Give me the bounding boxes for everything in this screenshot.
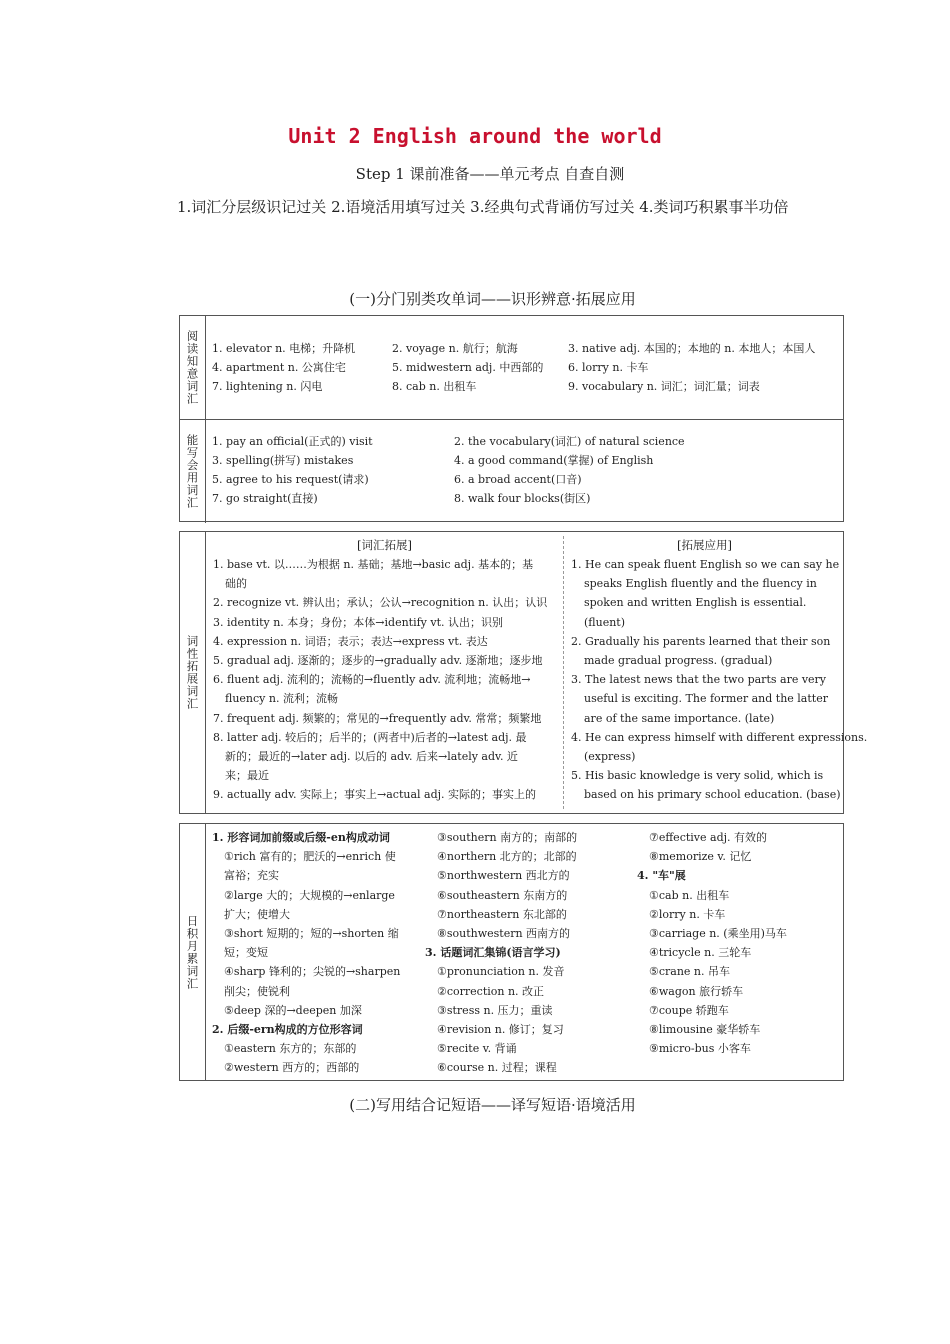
step-heading: Step 1 课前准备——单元考点 自查自测: [355, 165, 625, 183]
side-label-extension: 词性拓展词汇: [180, 532, 206, 813]
extension-line: 1. base vt. 以……为根据 n. 基础；基地→basic adj. 基本的；基: [213, 558, 534, 571]
side-label-reading: 阅读知意词汇: [180, 316, 206, 419]
vocab-item: 6. lorry n. 卡车: [568, 361, 649, 374]
application-line: made gradual progress. (gradual): [584, 654, 773, 667]
row-divider: [180, 419, 843, 420]
page-title: Unit 2 English around the world: [288, 124, 662, 148]
vocab-item: 9. vocabulary n. 词汇；词汇量；词表: [568, 380, 760, 393]
extension-line: 6. fluent adj. 流利的；流畅的→fluently adv. 流利地；流畅地→: [213, 673, 531, 687]
vocab-item: 5. midwestern adj. 中西部的: [392, 361, 544, 374]
accumulation-line: ④tricycle n. 三轮车: [649, 946, 752, 960]
accumulation-line: ⑤deep 深的→deepen 加深: [224, 1003, 362, 1017]
accumulation-line: ①rich 富有的；肥沃的→enrich 使: [224, 850, 396, 864]
accumulation-line: 扩大；使增大: [224, 907, 290, 921]
application-line: speaks English fluently and the fluency in: [584, 577, 817, 591]
application-line: (fluent): [584, 615, 626, 629]
vocab-box-extension: [179, 531, 868, 814]
section-2-title: (二)写用结合记短语——译写短语·语境活用: [349, 1096, 636, 1114]
accumulation-line: ⑦effective adj. 有效的: [649, 831, 768, 844]
application-line: 2. Gradually his parents learned that their son: [571, 634, 831, 648]
intro-paragraph: 1.词汇分层级识记过关 2.语境活用填写过关 3.经典句式背诵仿写过关 4.类词巧积累事半功倍: [177, 198, 789, 216]
accumulation-line: ②correction n. 改正: [437, 984, 545, 998]
accumulation-line: ⑥wagon 旅行轿车: [649, 984, 744, 998]
accumulation-line: ①eastern 东方的；东部的: [224, 1042, 357, 1056]
header-application: [拓展应用]: [677, 538, 732, 552]
accumulation-line: ③stress n. 压力；重读: [437, 1003, 553, 1017]
accumulation-line: ⑨micro-bus 小客车: [649, 1042, 751, 1056]
accumulation-line: 1. 形容词加前缀或后缀-en构成动词: [212, 831, 390, 844]
accumulation-line: ①pronunciation n. 发音: [437, 965, 565, 979]
vocab-item: 1. elevator n. 电梯；升降机: [212, 342, 356, 355]
accumulation-line: 4. "车"展: [637, 869, 686, 883]
extension-line: 3. identity n. 本身；身份；本体→identify vt. 认出；识别: [213, 615, 504, 629]
accumulation-line: ⑧memorize v. 记忆: [649, 850, 752, 864]
accumulation-line: ②lorry n. 卡车: [649, 907, 726, 921]
application-line: 1. He can speak fluent English so we can say he: [571, 558, 840, 571]
vocab-item: 8. cab n. 出租车: [392, 380, 477, 393]
accumulation-line: 2. 后缀-ern构成的方位形容词: [212, 1023, 363, 1036]
accumulation-line: ⑥southeastern 东南方的: [437, 888, 568, 902]
side-label-writing: 能写会用词汇: [180, 419, 206, 523]
accumulation-line: 3. 话题词汇集锦(语言学习): [425, 946, 561, 960]
vocab-item: 2. voyage n. 航行；航海: [392, 342, 518, 355]
application-line: 3. The latest news that the two parts are very: [571, 673, 827, 687]
header-extension: [词汇拓展]: [357, 538, 412, 552]
extension-line: 2. recognize vt. 辨认出；承认；公认→recognition n. 认出；认识: [213, 596, 548, 610]
application-line: 4. He can express himself with different expressions.: [571, 730, 868, 744]
vocab-box-accumulation: [179, 823, 844, 1081]
extension-line: 新的；最近的→later adj. 以后的 adv. 后来→lately adv. 近: [225, 750, 518, 763]
application-line: are of the same importance. (late): [584, 711, 775, 725]
extension-line: 8. latter adj. 较后的；后半的；(两者中)后者的→latest adj. 最: [213, 730, 527, 744]
accumulation-line: ①cab n. 出租车: [649, 888, 730, 902]
application-line: useful is exciting. The former and the latter: [584, 692, 828, 706]
accumulation-line: ②western 西方的；西部的: [224, 1061, 360, 1075]
section-1-title: (一)分门别类攻单词——识形辨意·拓展应用: [349, 290, 636, 308]
accumulation-line: ⑧southwestern 西南方的: [437, 927, 571, 940]
vocab-item: 3. native adj. 本国的；本地的 n. 本地人；本国人: [568, 342, 816, 355]
phrase-item: 1. pay an official(正式的) visit: [212, 435, 373, 448]
accumulation-line: ④northern 北方的；北部的: [437, 850, 577, 864]
accumulation-line: ⑥course n. 过程；课程: [437, 1061, 557, 1075]
accumulation-line: ⑦coupe 轿跑车: [649, 1003, 729, 1017]
application-line: spoken and written English is essential.: [584, 596, 807, 610]
extension-line: 础的: [225, 577, 247, 591]
phrase-item: 7. go straight(直接): [212, 492, 318, 505]
accumulation-line: ②large 大的；大规模的→enlarge: [224, 888, 395, 902]
extension-line: 7. frequent adj. 频繁的；常见的→frequently adv. 常常；频繁地: [213, 711, 542, 725]
accumulation-line: ⑦northeastern 东北部的: [437, 907, 567, 921]
extension-line: 5. gradual adj. 逐渐的；逐步的→gradually adv. 逐渐地；逐步地: [213, 654, 543, 667]
application-line: based on his primary school education. (base): [584, 788, 841, 802]
accumulation-line: 富裕；充实: [224, 869, 279, 883]
side-label-accumulation: 日积月累词汇: [180, 824, 206, 1080]
extension-line: fluency n. 流利；流畅: [225, 692, 338, 706]
accumulation-line: ⑧limousine 豪华轿车: [649, 1023, 761, 1036]
accumulation-line: ⑤northwestern 西北方的: [437, 869, 570, 883]
extension-line: 4. expression n. 词语；表示；表达→express vt. 表达: [213, 634, 488, 648]
accumulation-line: ④revision n. 修订；复习: [437, 1023, 564, 1036]
accumulation-line: 削尖；使锐利: [224, 984, 290, 998]
accumulation-line: 短；变短: [224, 946, 268, 960]
phrase-item: 6. a broad accent(口音): [454, 473, 582, 486]
phrase-item: 8. walk four blocks(街区): [454, 492, 591, 505]
vocab-item: 7. lightening n. 闪电: [212, 380, 323, 393]
vocab-box-basic: [179, 315, 844, 522]
accumulation-line: ③carriage n. (乘坐用)马车: [649, 927, 787, 940]
extension-line: 9. actually adv. 实际上；事实上→actual adj. 实际的；事实上的: [213, 788, 537, 802]
phrase-item: 2. the vocabulary(词汇) of natural science: [454, 435, 685, 448]
accumulation-line: ④sharp 锋利的；尖锐的→sharpen: [224, 965, 401, 979]
accumulation-line: ⑤crane n. 吊车: [649, 965, 731, 979]
application-line: 5. His basic knowledge is very solid, which is: [571, 769, 824, 783]
accumulation-line: ③southern 南方的；南部的: [437, 831, 578, 844]
phrase-item: 5. agree to his request(请求): [212, 473, 369, 486]
phrase-item: 4. a good command(掌握) of English: [454, 454, 654, 467]
column-divider: [563, 536, 564, 809]
accumulation-line: ③short 短期的；短的→shorten 缩: [224, 927, 399, 940]
phrase-item: 3. spelling(拼写) mistakes: [212, 454, 354, 467]
vocab-item: 4. apartment n. 公寓住宅: [212, 361, 346, 374]
application-line: (express): [584, 750, 636, 763]
accumulation-line: ⑤recite v. 背诵: [437, 1042, 517, 1056]
extension-line: 来；最近: [225, 769, 269, 783]
